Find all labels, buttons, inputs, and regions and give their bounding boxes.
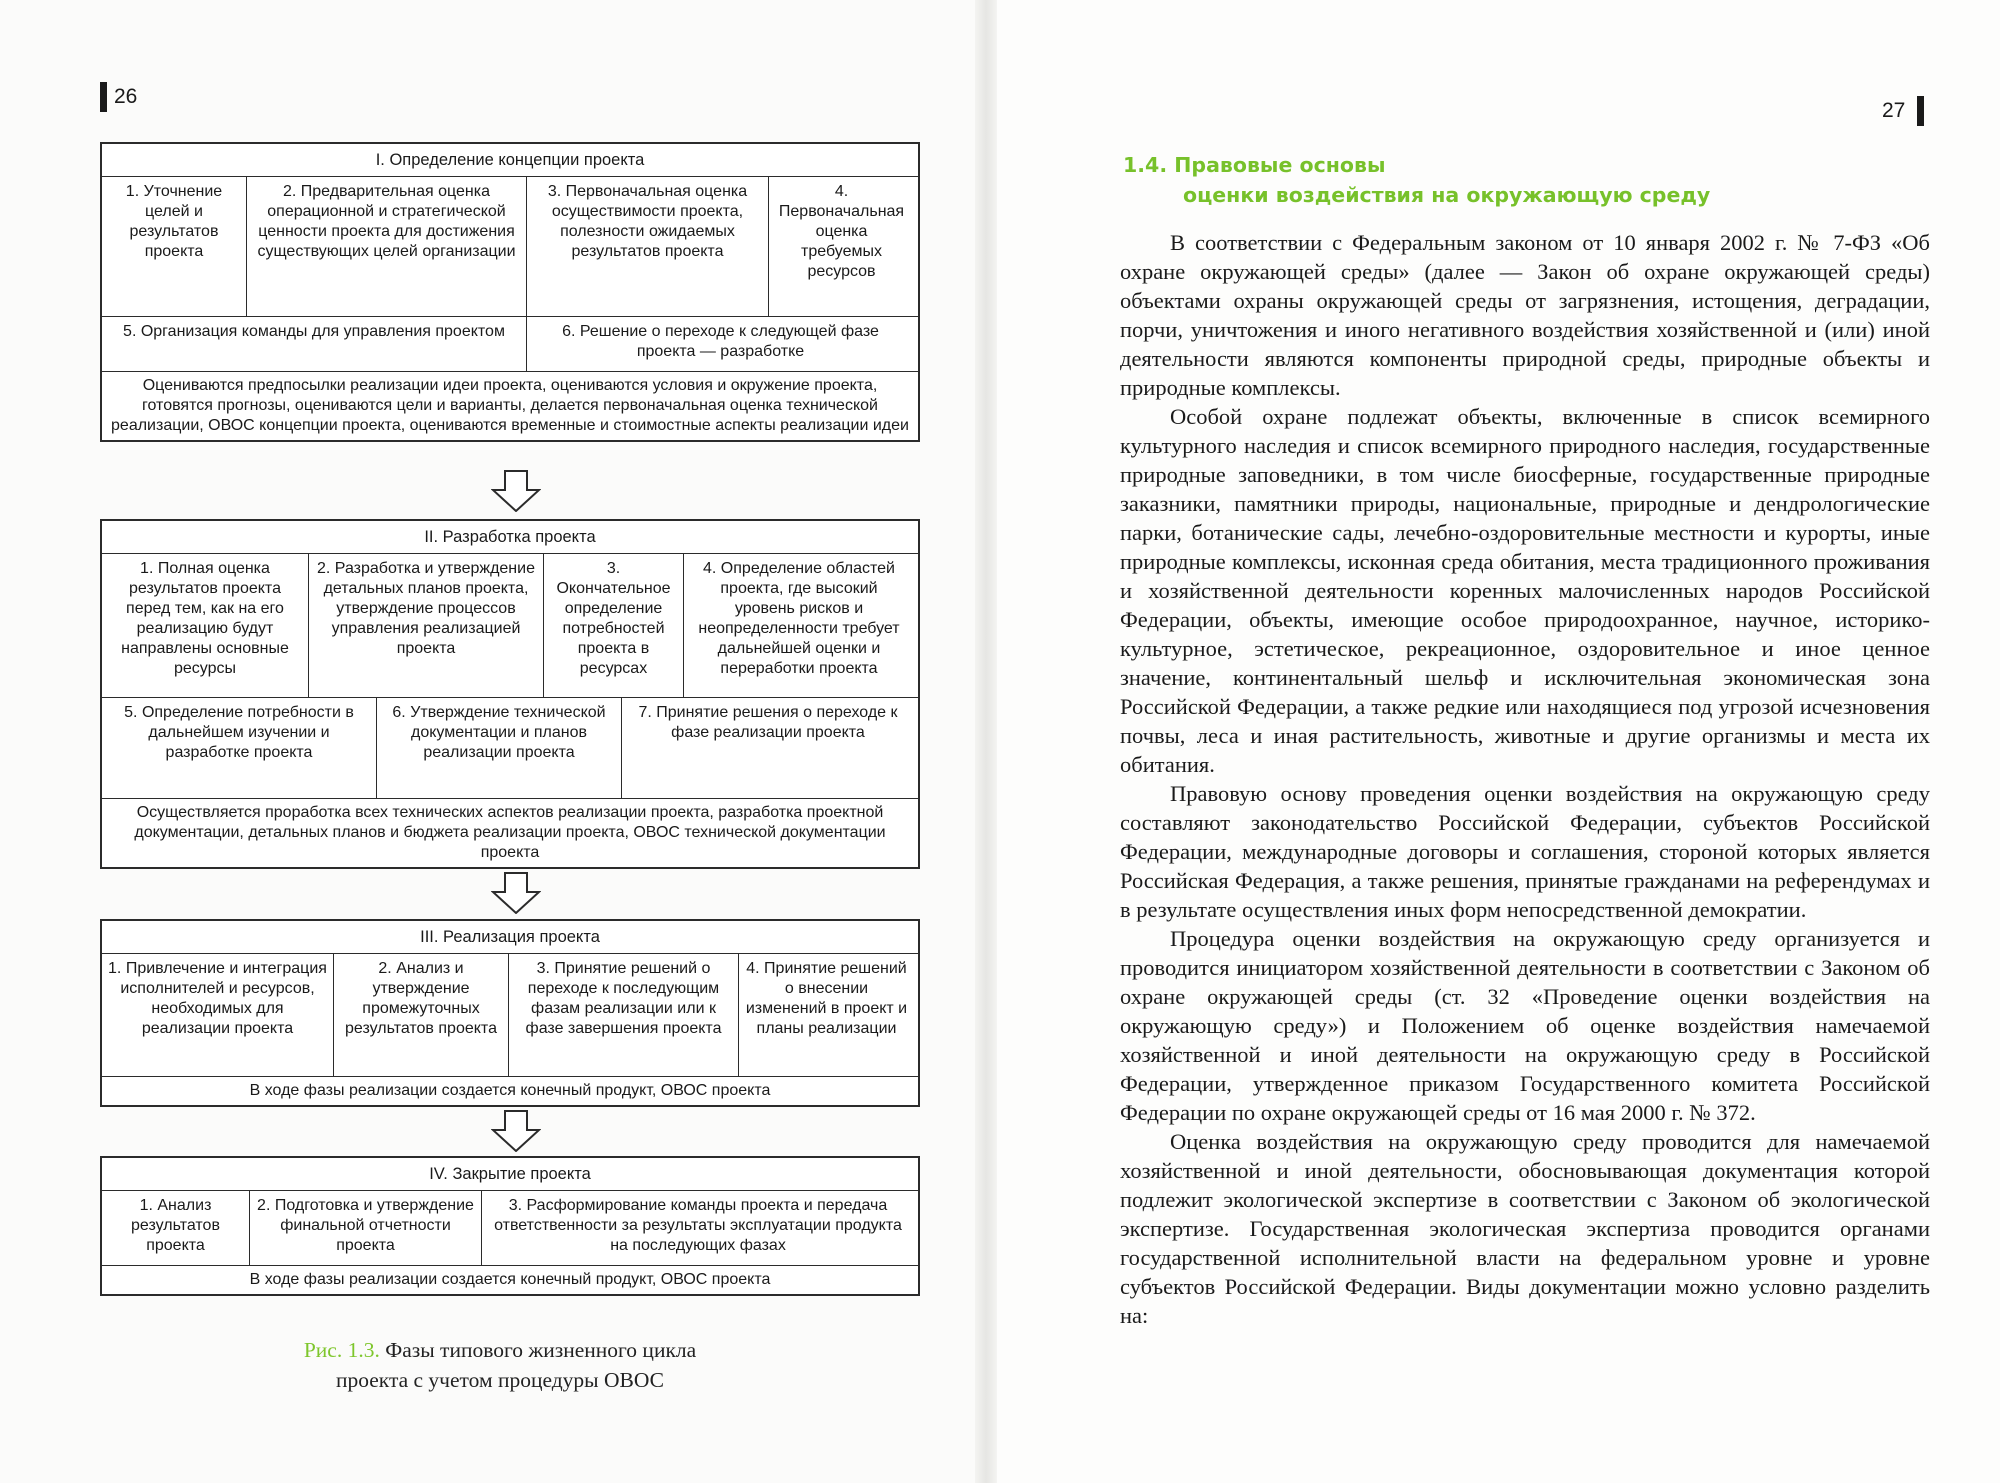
- phase-3-description-row: [102, 1077, 918, 1105]
- paragraph-3: Правовую основу проведения оценки воздействия на окружающую среду составляют законодательство Российской Федерации, субъектов Российской Федерации, международные договоры и соглашения, стороной которых является Российская Федерация, а также решения, принятые гражданами на референдумах и в результате осуществления иных форм непосредственной демократии.: [1120, 781, 1930, 922]
- phase-4-block: [100, 1156, 920, 1296]
- down-arrow-icon: [491, 872, 541, 914]
- figure-caption-label: Рис. 1.3.: [303, 1338, 380, 1362]
- phase-2-task-6: 6. Утверждение технической документации и планов реализации проекта: [377, 698, 622, 798]
- paragraph-1: В соответствии с Федеральным законом от 10 января 2002 г. № 7-ФЗ «Об охране окружающей среды» (далее — Закон об охране окружающей среды) объектами охраны окружающей среды от загрязнения, истощения, деградации, порчи, уничтожения и иного негативного воздействия хозяйственной и (или) иной деятельности являются компоненты природной среды, природные объекты и природные комплексы.: [1120, 230, 1930, 400]
- phase-1-task-5: 5. Организация команды для управления проектом: [102, 317, 527, 371]
- page-number-bar: [1917, 96, 1924, 126]
- phase-1-task-1: 1. Уточнение целей и результатов проекта: [102, 177, 247, 316]
- phase-2-task-1: 1. Полная оценка результатов проекта перед тем, как на его реализацию будут направлены основные ресурсы: [102, 554, 309, 697]
- paragraph-5: Оценка воздействия на окружающую среду проводится для намечаемой хозяйственной и иной деятельности, обосновывающая документация которой подлежит экологической экспертизе в соответствии с Законом об экологической экспертизе. Государственная экологическая экспертиза проводится органами государственной исполнительной власти на федеральном уровне и уровне субъектов Российской Федерации. Виды документации можно условно разделить на:: [1120, 1129, 1930, 1328]
- phase-1-title: I. Определение концепции проекта: [102, 144, 918, 177]
- figure-caption-line-1: Фазы типового жизненного цикла: [385, 1338, 697, 1362]
- phase-4-tasks-row-1: [102, 1191, 918, 1266]
- phase-3-task-1: 1. Привлечение и интеграция исполнителей и ресурсов, необходимых для реализации проекта: [102, 954, 334, 1076]
- phase-1-block: [100, 142, 920, 442]
- down-arrow-icon: [491, 1110, 541, 1152]
- phase-2-task-5: 5. Определение потребности в дальнейшем изучении и разработке проекта: [102, 698, 377, 798]
- phase-2-description: Осуществляется проработка всех технических аспектов реализации проекта, разработка проектной документации, детальных планов и бюджета реализации проекта, ОВОС технической документации проекта: [134, 804, 886, 861]
- phase-4-description: В ходе фазы реализации создается конечный продукт, ОВОС проекта: [249, 1271, 771, 1288]
- phase-2-description-row: [102, 799, 918, 867]
- phase-3-description: В ходе фазы реализации создается конечный продукт, ОВОС проекта: [249, 1082, 771, 1099]
- page-number-right: 27: [1882, 99, 1906, 122]
- phase-2-title: II. Разработка проекта: [102, 521, 918, 554]
- paragraph-2: Особой охране подлежат объекты, включенные в список всемирного культурного наследия и список всемирного природного наследия, государственные природные заповедники, в том числе биосферные, государственные природные заказники, памятники природы, национальные, природные и дендрологические парки, ботанические сады, лечебно-оздоровительные местности и курорты, иные природные комплексы, исконная среда обитания, места традиционного проживания и хозяйственной деятельности коренных малочисленных народов Российской Федерации, объекты, имеющие особое природоохранное, научное, историко-культурное, эстетическое, рекреационное, оздоровительное и иное ценное значение, континентальный шельф и исключительная экономическая зона Российской Федерации, а также редкие или находящиеся под угрозой исчезновения почвы, леса и иная растительность, животные и другие организмы и места их обитания.: [1120, 404, 1930, 777]
- phase-3-tasks-row-1: [102, 954, 918, 1077]
- phase-2-tasks-row-1: [102, 554, 918, 698]
- down-arrow-icon: [491, 470, 541, 512]
- figure-caption: [240, 1335, 760, 1395]
- phase-1-task-2: 2. Предварительная оценка операционной и стратегической ценности проекта для достижения существующих целей организации: [247, 177, 527, 316]
- phase-1-description-row: [102, 372, 918, 440]
- phase-3-task-2: 2. Анализ и утверждение промежуточных результатов проекта: [334, 954, 509, 1076]
- phase-1-task-6: 6. Решение о переходе к следующей фазе проекта — разработке: [562, 323, 879, 360]
- body-text: [1120, 228, 1930, 1330]
- phase-4-task-3: 3. Расформирование команды проекта и передача ответственности за результаты эксплуатации продукта на последующих фазах: [494, 1197, 902, 1254]
- phase-2-task-4: 4. Определение областей проекта, где высокий уровень рисков и неопределенности требует дальнейшей оценки и переработки проекта: [698, 560, 900, 677]
- section-heading-line-1: 1.4. Правовые основы: [1123, 153, 1386, 177]
- page-number-bar: [100, 82, 107, 112]
- phase-1-task-3: 3. Первоначальная оценка осуществимости проекта, полезности ожидаемых результатов проекта: [527, 177, 769, 316]
- phase-4-task-1: 1. Анализ результатов проекта: [102, 1191, 250, 1265]
- phase-3-title: III. Реализация проекта: [102, 921, 918, 954]
- figure-caption-line-2: проекта с учетом процедуры ОВОС: [335, 1368, 665, 1392]
- phase-1-tasks-row-1: [102, 177, 918, 317]
- phase-4-title: IV. Закрытие проекта: [102, 1158, 918, 1191]
- phase-2-tasks-row-2: [102, 698, 918, 799]
- phase-4-description-row: [102, 1266, 918, 1294]
- page-number-left: 26: [114, 85, 138, 108]
- phase-4-task-2: 2. Подготовка и утверждение финальной отчетности проекта: [250, 1191, 482, 1265]
- phase-1-task-4: 4. Первоначальная оценка требуемых ресурсов: [778, 183, 905, 280]
- phase-3-task-4: 4. Принятие решений о внесении изменений в проект и планы реализации: [745, 960, 908, 1037]
- phase-2-task-7: 7. Принятие решения о переходе к фазе реализации проекта: [638, 704, 898, 741]
- section-heading-line-2: оценки воздействия на окружающую среду: [1183, 183, 1711, 207]
- phase-2-task-2: 2. Разработка и утверждение детальных планов проекта, утверждение процессов управления реализацией проекта: [309, 554, 544, 697]
- phase-3-task-3: 3. Принятие решений о переходе к последующим фазам реализации или к фазе завершения проекта: [509, 954, 739, 1076]
- paragraph-4: Процедура оценки воздействия на окружающую среду организуется и проводится инициатором хозяйственной деятельности в соответствии с Законом об охране окружающей среды (ст. 32 «Проведение оценки воздействия на окружающую среду») и Положением об оценке воздействия намечаемой хозяйственной и иной деятельности на окружающую среду в Российской Федерации, утвержденное приказом Государственного комитета Российской Федерации по охране окружающей среды от 16 мая 2000 г. № 372.: [1120, 926, 1930, 1125]
- phase-2-task-3: 3. Окончательное определение потребностей проекта в ресурсах: [544, 554, 684, 697]
- phase-1-tasks-row-2: [102, 317, 918, 372]
- section-heading: [1123, 150, 1710, 210]
- phase-1-description: Оцениваются предпосылки реализации идеи проекта, оцениваются условия и окружение проекта, готовятся прогнозы, оцениваются цели и варианты, делается первоначальная оценка технической реализации, ОВОС концепции проекта, оцениваются временные и стоимостные аспекты реализации идеи: [111, 377, 909, 434]
- phase-3-block: [100, 919, 920, 1107]
- phase-2-block: [100, 519, 920, 869]
- book-gutter: [975, 0, 997, 1483]
